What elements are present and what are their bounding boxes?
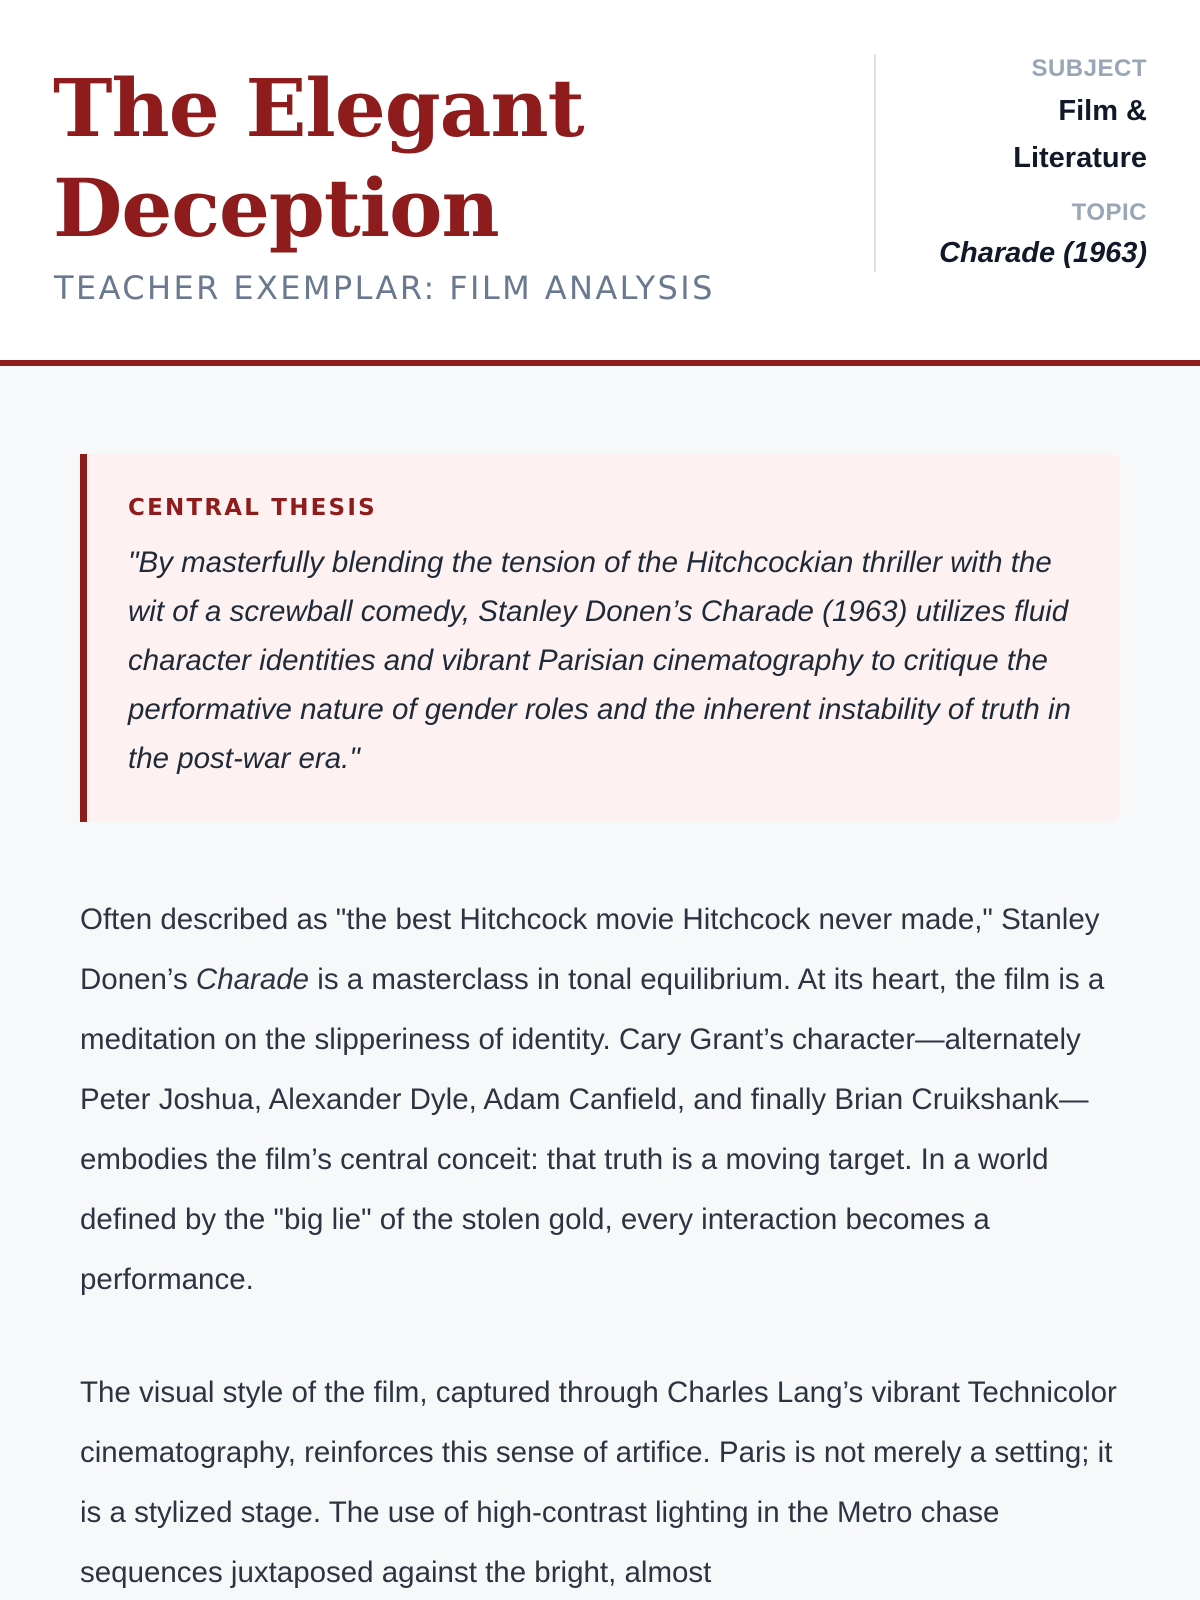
body-paragraph-2: The visual style of the film, captured through Charles Lang’s vibrant Technicolor cinematography, reinforces this sense of artifice. Paris is not merely a setting; it is a stylized stage. The use of high-contrast lighting in the Metro chase sequences juxtaposed against the bright, almost <box>80 1376 1117 1589</box>
document-subtitle: TEACHER EXEMPLAR: FILM ANALYSIS <box>54 269 715 307</box>
film-title-italic: Charade <box>195 963 310 996</box>
central-thesis-box <box>80 454 1120 822</box>
document-header <box>0 0 1200 366</box>
subject-label: SUBJECT <box>1031 55 1147 82</box>
document-title <box>53 58 773 258</box>
paragraph-1-intro: Often described as "the best Hitchcock movie Hitchcock never made," Stanley Donen’s <box>80 903 1100 996</box>
subject-value: Film & Literature <box>1013 95 1147 174</box>
paragraph-1-body: is a masterclass in tonal equilibrium. At its heart, the film is a meditation on the slipperiness of identity. Cary Grant’s character—alternately Peter Joshua, Alexander Dyle, Adam Canfield, and finally Brian Cruikshank—embodies the film’s central conceit: that truth is a moving target. In a world defined by the "big lie" of the stolen gold, every interaction becomes a performance. <box>80 963 1105 1296</box>
central-thesis-label: CENTRAL THESIS <box>128 495 377 521</box>
document-meta <box>867 54 1147 277</box>
topic-label: TOPIC <box>1071 199 1147 226</box>
title-line-2: Deception <box>53 161 499 255</box>
body-paragraph-1 <box>80 890 1125 1310</box>
central-thesis-text: "By masterfully blending the tension of the Hitchcockian thriller with the wit of a screwball comedy, Stanley Donen’s Charade (1963) utilizes fluid character identities and vibrant Parisian cinematography to critique the performative nature of gender roles and the inherent instability of truth in the post-war era." <box>128 546 1071 775</box>
topic-value: Charade (1963) <box>939 237 1147 269</box>
title-line-1: The Elegant <box>53 61 584 155</box>
